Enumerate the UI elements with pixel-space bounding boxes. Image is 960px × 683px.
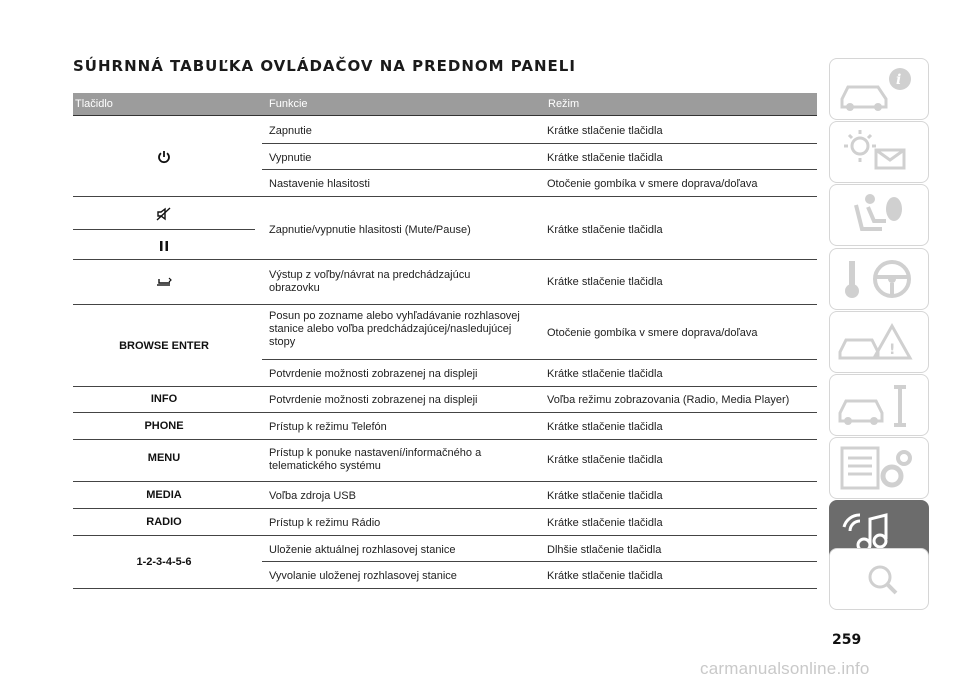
table-cell-mode: Otočenie gombíka v smere doprava/doľava bbox=[547, 178, 758, 190]
mute-icon bbox=[73, 207, 255, 221]
table-cell-function: Zapnutie/vypnutie hlasitosti (Mute/Pause) bbox=[269, 224, 471, 236]
table-cell-mode: Krátke stlačenie tlačidla bbox=[547, 517, 663, 529]
row-divider bbox=[73, 229, 255, 230]
row-divider bbox=[262, 359, 817, 360]
watermark: carmanualsonline.info bbox=[700, 659, 870, 678]
table-cell-mode: Otočenie gombíka v smere doprava/doľava bbox=[547, 327, 758, 339]
header-button: Tlačidlo bbox=[75, 98, 113, 110]
table-cell-mode: Dlhšie stlačenie tlačidla bbox=[547, 544, 662, 556]
page-number: 259 bbox=[832, 632, 862, 648]
table-cell-mode: Krátke stlačenie tlačidla bbox=[547, 276, 663, 288]
table-cell-mode: Krátke stlačenie tlačidla bbox=[547, 570, 663, 582]
row-divider bbox=[262, 169, 817, 170]
table-header bbox=[73, 93, 817, 116]
table-cell-button: RADIO bbox=[146, 516, 182, 528]
index-search-icon[interactable] bbox=[829, 548, 929, 610]
row-divider bbox=[262, 143, 817, 144]
page-title: SÚHRNNÁ TABUĽKA OVLÁDAČOV NA PREDNOM PANELI bbox=[73, 57, 576, 75]
table-cell-mode: Voľba režimu zobrazovania (Radio, Media Player) bbox=[547, 394, 790, 406]
road-warning-icon[interactable] bbox=[829, 311, 929, 373]
row-divider bbox=[73, 259, 817, 260]
key-steering-icon[interactable] bbox=[829, 248, 929, 310]
row-divider bbox=[73, 481, 817, 482]
row-divider bbox=[73, 386, 817, 387]
row-divider bbox=[73, 439, 817, 440]
table-cell-function: Nastavenie hlasitosti bbox=[269, 178, 370, 190]
table-cell-button: INFO bbox=[150, 393, 178, 405]
table-cell-function: Vypnutie bbox=[269, 152, 312, 164]
table-cell-function: Potvrdenie možnosti zobrazenej na displeji bbox=[269, 368, 478, 380]
table-cell-button: 1-2-3-4-5-6 bbox=[136, 556, 192, 568]
table-cell-mode: Krátke stlačenie tlačidla bbox=[547, 224, 663, 236]
table-cell-function: Voľba zdroja USB bbox=[269, 490, 356, 502]
table-cell-function: Prístup k ponuke nastavení/informačného a telematického systému bbox=[269, 447, 482, 472]
svg-text:!: ! bbox=[889, 342, 896, 358]
table-cell-function: Posun po zozname alebo vyhľadávanie rozhlasovej stanice alebo voľba predchádzajúcej/nasledujúcej stopy bbox=[269, 310, 520, 348]
row-divider bbox=[73, 588, 817, 589]
table-cell-mode: Krátke stlačenie tlačidla bbox=[547, 368, 663, 380]
table-cell-button: MEDIA bbox=[146, 489, 182, 501]
back-icon bbox=[73, 277, 255, 287]
airbag-seat-icon[interactable] bbox=[829, 184, 929, 246]
table-cell-function: Prístup k režimu Telefón bbox=[269, 421, 387, 433]
row-divider bbox=[73, 304, 817, 305]
specs-gear-icon[interactable] bbox=[829, 437, 929, 499]
pause-icon bbox=[73, 240, 255, 252]
table-cell-mode: Krátke stlačenie tlačidla bbox=[547, 152, 663, 164]
power-icon bbox=[73, 150, 255, 164]
table-cell-mode: Krátke stlačenie tlačidla bbox=[547, 125, 663, 137]
table-cell-mode: Krátke stlačenie tlačidla bbox=[547, 490, 663, 502]
car-service-icon[interactable] bbox=[829, 374, 929, 436]
row-divider bbox=[73, 508, 817, 509]
table-cell-function: Uloženie aktuálnej rozhlasovej stanice bbox=[269, 544, 456, 556]
table-cell-function: Potvrdenie možnosti zobrazenej na displeji bbox=[269, 394, 478, 406]
warning-lights-icon[interactable] bbox=[829, 121, 929, 183]
header-function: Funkcie bbox=[269, 98, 308, 110]
table-cell-function: Vyvolanie uloženej rozhlasovej stanice bbox=[269, 570, 457, 582]
table-cell-button: PHONE bbox=[144, 420, 184, 432]
table-cell-button: BROWSE ENTER bbox=[119, 340, 209, 352]
row-divider bbox=[73, 412, 817, 413]
row-divider bbox=[73, 535, 817, 536]
table-cell-mode: Krátke stlačenie tlačidla bbox=[547, 421, 663, 433]
table-cell-button: MENU bbox=[147, 452, 181, 464]
row-divider bbox=[262, 561, 817, 562]
table-cell-function: Zapnutie bbox=[269, 125, 312, 137]
svg-text:i: i bbox=[896, 72, 902, 88]
table-cell-function: Prístup k režimu Rádio bbox=[269, 517, 381, 529]
car-info-icon[interactable] bbox=[829, 58, 929, 120]
table-cell-function: Výstup z voľby/návrat na predchádzajúcu obrazovku bbox=[269, 269, 471, 294]
row-divider bbox=[73, 196, 817, 197]
table-cell-mode: Krátke stlačenie tlačidla bbox=[547, 454, 663, 466]
header-mode: Režim bbox=[548, 98, 580, 110]
